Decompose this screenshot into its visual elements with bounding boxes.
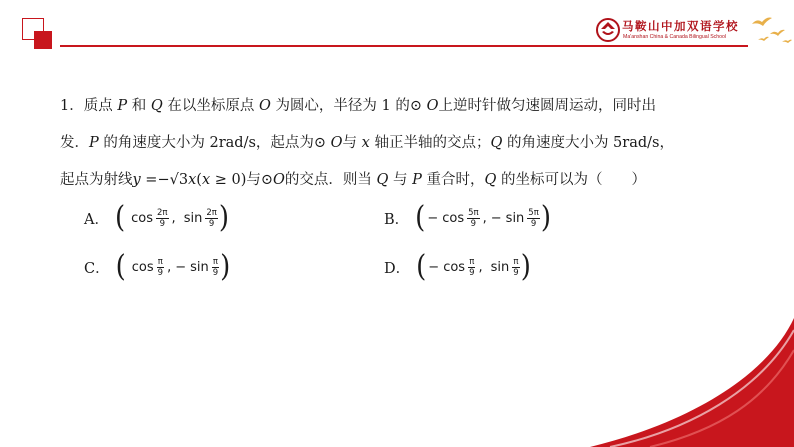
option-b[interactable]: B． ( − cos $\frac{5\pi}{9}$ , − sin $\frac{5\pi}{9}$ ) <box>384 200 551 236</box>
option-a[interactable]: A． ( cos $\frac{2\pi}{9}$ , sin $\frac{2\pi}{9}$ ) <box>84 200 229 236</box>
option-c-letter: C． <box>84 260 110 277</box>
question-text <box>60 88 750 199</box>
school-name-cn: 马鞍山中加双语学校 <box>622 19 739 33</box>
option-d-letter: D． <box>384 260 411 277</box>
question-number: 1． <box>60 98 84 114</box>
option-c[interactable]: C． ( cos $\frac{\pi}{9}$ , − sin $\frac{\pi}{9}$ ) <box>84 249 231 285</box>
option-b-letter: B． <box>384 211 410 228</box>
school-name-en: Ma'anshan China & Canada Bilingual School <box>623 34 727 40</box>
question-line-3: 起点为射线y =−√3x(x ≥ 0)与⊙O的交点．则当 Q 与 P 重合时，Q 的坐标可以为（ ） <box>60 172 647 188</box>
question-line-1: 1．质点 P 和 Q 在以坐标原点 O 为圆心，半径为 1 的⊙ O上逆时针做匀速圆周运动，同时出 <box>60 98 657 114</box>
question-line-2: 发．P 的角速度大小为 2rad/s，起点为⊙ O与 x 轴正半轴的交点；Q 的角速度大小为 5rad/s， <box>60 135 674 151</box>
option-d[interactable]: D． ( − cos $\frac{\pi}{9}$ , sin $\frac{\pi}{9}$ ) <box>384 249 531 285</box>
option-a-letter: A． <box>84 211 109 228</box>
